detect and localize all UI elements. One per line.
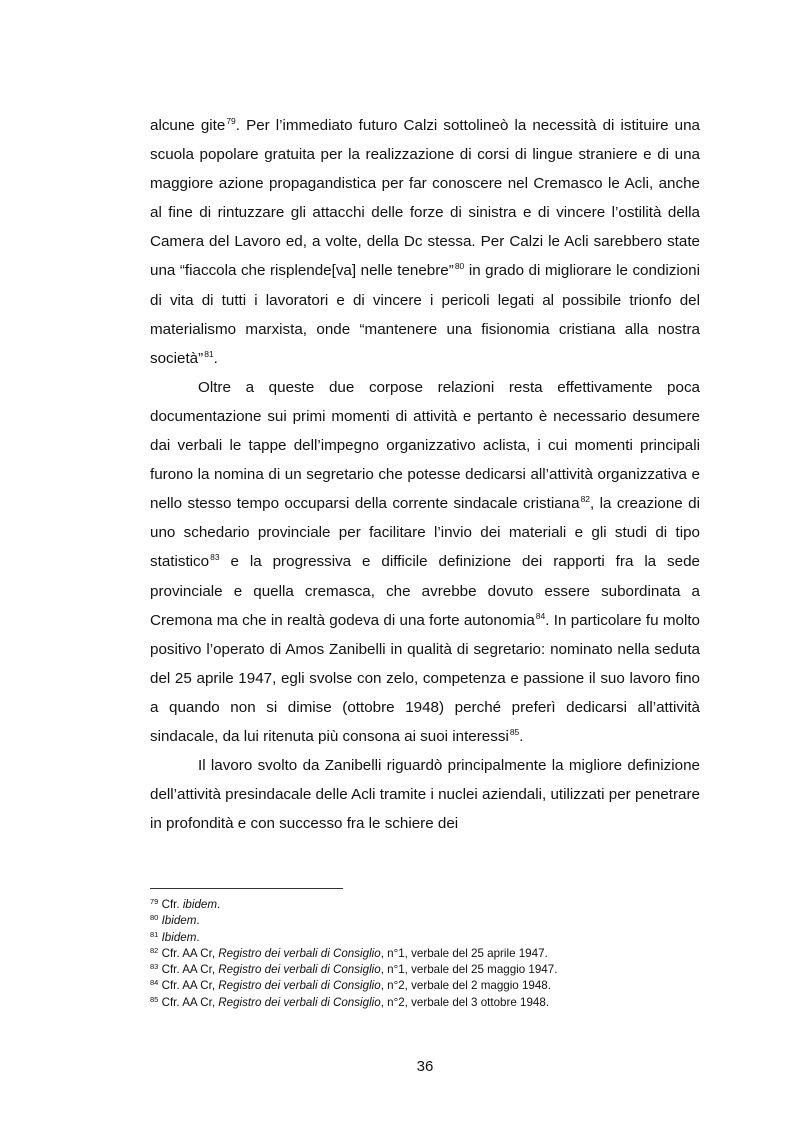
footnote-text: Cfr. bbox=[161, 898, 183, 911]
footnote-text: , n°2, verbale del 3 ottobre 1948. bbox=[380, 995, 550, 1009]
footnote-ref-82: 82 bbox=[580, 494, 591, 505]
footnote-text: Cfr. AA Cr, bbox=[161, 995, 219, 1009]
footnote-text: , n°2, verbale del 2 maggio 1948. bbox=[380, 979, 551, 993]
text-run: e la progressiva e difficile definizione dei rapporti fra la sede provinciale e quella cremasca, che avrebbe dovuto essere subordinata a Cremona ma che in realtà godeva di una forte autonomia bbox=[150, 553, 700, 629]
footnote-text: . bbox=[196, 930, 200, 944]
body-text bbox=[150, 111, 700, 838]
text-run: in grado di migliorare le condizioni di vita di tutti i lavoratori e di vincere i pericoli legati al possibile trionfo del materialismo marxista, onde “mantenere una fisionomia cristiana alla nostra società” bbox=[150, 262, 700, 367]
paragraph-1 bbox=[150, 111, 700, 373]
footnote-number: 81 bbox=[150, 929, 159, 939]
footnote-82 bbox=[150, 946, 710, 962]
footnote-italic: Registro dei verbali di Consiglio bbox=[218, 995, 381, 1009]
footnote-ref-83: 83 bbox=[210, 552, 220, 563]
text-run: alcune gite bbox=[150, 117, 226, 134]
text-run: , la creazione di uno schedario provinciale per facilitare l’invio dei materiali e gli studi di tipo statistico bbox=[150, 495, 700, 571]
footnote-text: . bbox=[217, 898, 221, 911]
footnote-number: 79 bbox=[150, 897, 159, 906]
footnote-italic: Registro dei verbali di Consiglio bbox=[218, 946, 381, 960]
footnote-83 bbox=[150, 962, 710, 978]
footnote-italic: Ibidem bbox=[161, 930, 197, 944]
text-run: Il lavoro svolto da Zanibelli riguardò principalmente la migliore definizione dell’attività presindacale delle Acli tramite i nuclei aziendali, utilizzati per penetrare in profondità e con successo fra le schiere dei bbox=[150, 757, 700, 833]
text-run: . In particolare fu molto positivo l’operato di Amos Zanibelli in qualità di segretario: nominato nella seduta del 25 aprile 1947, egli svolse con zelo, competenza e passione il suo lavoro fino a quando non si dimise (ottobre 1948) perché preferì dedicarsi all’attività sindacale, da lui ritenuta più consona ai suoi interessi bbox=[150, 611, 700, 745]
footnote-80 bbox=[150, 913, 710, 929]
footnote-text: Cfr. AA Cr, bbox=[161, 946, 219, 960]
footnote-85 bbox=[150, 995, 710, 1011]
text-run: . bbox=[213, 349, 218, 367]
footnote-79 bbox=[150, 897, 710, 913]
footnote-text: . bbox=[196, 914, 200, 928]
footnote-ref-84: 84 bbox=[535, 610, 546, 621]
footnote-84 bbox=[150, 978, 710, 994]
text-run: . bbox=[519, 727, 524, 745]
footnote-number: 84 bbox=[150, 978, 159, 988]
footnote-number: 83 bbox=[150, 962, 159, 972]
footnote-number: 85 bbox=[150, 994, 159, 1004]
footnote-italic: Registro dei verbali di Consiglio bbox=[218, 979, 381, 993]
paragraph-2 bbox=[150, 373, 700, 751]
footnote-ref-80: 80 bbox=[454, 261, 465, 272]
footnote-ref-81: 81 bbox=[204, 348, 214, 359]
footnote-81 bbox=[150, 930, 710, 946]
text-run: . Per l’immediato futuro Calzi sottolineò la necessità di istituire una scuola popolare gratuita per la realizzazione di corsi di lingue straniere e di una maggiore azione propagandistica per far conoscere nel Cremasco le Acli, anche al fine di rintuzzare gli attacchi delle forze di sinistra e di vincere l’ostilità della Camera del Lavoro ed, a volte, della Dc stessa. Per Calzi le Acli sarebbero state una “fiaccola che risplende[va] nelle tenebre” bbox=[150, 117, 700, 280]
footnote-number: 80 bbox=[150, 913, 159, 923]
footnotes bbox=[150, 897, 710, 1011]
page-number: 36 bbox=[416, 1058, 434, 1075]
footnote-italic: Ibidem bbox=[161, 914, 197, 928]
footnote-italic: Registro dei verbali di Consiglio bbox=[218, 963, 381, 977]
footnote-text: , n°1, verbale del 25 aprile 1947. bbox=[380, 946, 548, 960]
text-run: Oltre a queste due corpose relazioni resta effettivamente poca documentazione sui primi momenti di attività e pertanto è necessario desumere dai verbali le tappe dell’impegno organizzativo aclista, i cui momenti principali furono la nomina di un segretario che potesse dedicarsi all’attività organizzativa e nello stesso tempo occuparsi della corrente sindacale cristiana bbox=[150, 378, 700, 513]
footnote-number: 82 bbox=[150, 945, 159, 955]
footnote-ref-79: 79 bbox=[226, 116, 236, 126]
paragraph-3 bbox=[150, 751, 700, 838]
footnote-text: Cfr. AA Cr, bbox=[161, 979, 219, 993]
footnote-text: , n°1, verbale del 25 maggio 1947. bbox=[380, 963, 558, 977]
footnote-separator bbox=[150, 888, 343, 889]
footnote-ref-85: 85 bbox=[509, 726, 520, 737]
footnote-text: Cfr. AA Cr, bbox=[161, 963, 219, 977]
footnote-italic: ibidem bbox=[182, 898, 217, 911]
